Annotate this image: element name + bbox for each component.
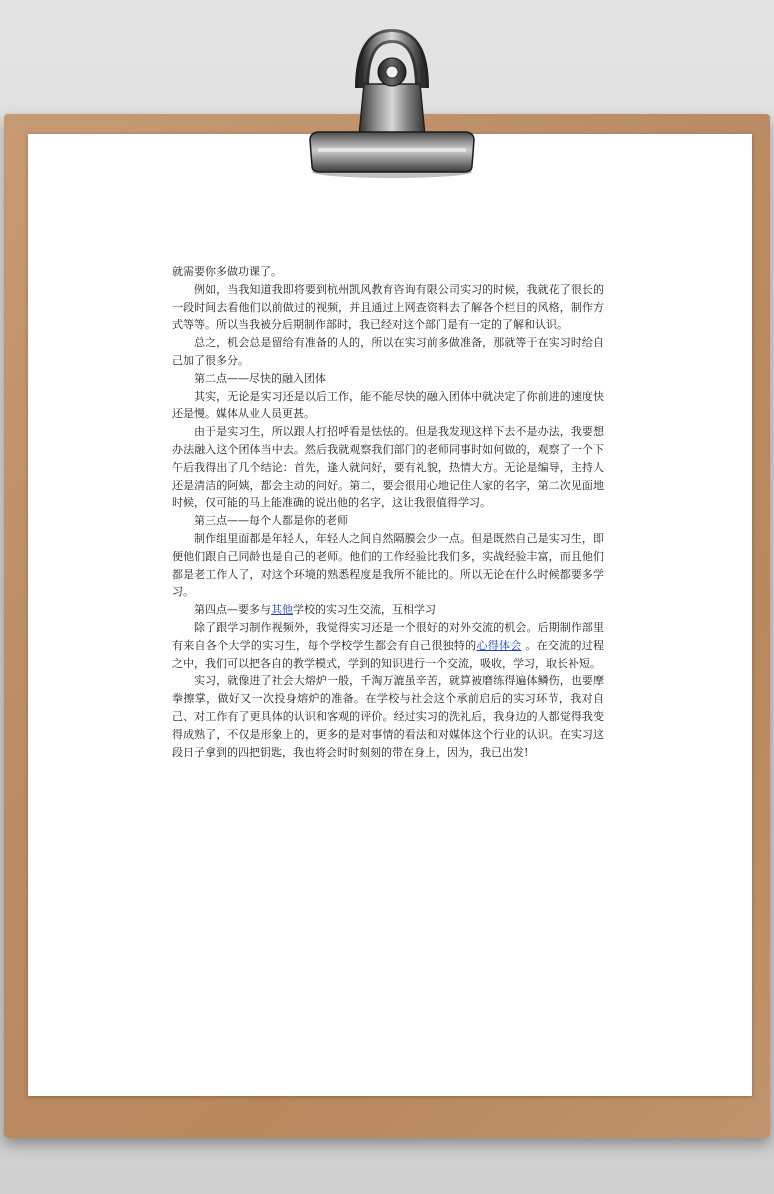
document-body	[172, 263, 604, 761]
link-experience[interactable]: 心得体会	[476, 638, 522, 652]
paragraph-team-greeting: 由于是实习生，所以跟人打招呼看是怯怯的。但是我发现这样下去不是办法，我要想办法融入这个团体当中去。然后我就观察我们部门的老师同事时如何做的，观察了一个下午后我得出了几个结论：首先，逢人就问好，要有礼貌，热情大方。无论是编导，主持人还是清洁的阿姨，都会主动的问好。第二，要会很用心地记住人家的名字，第二次见面地时候，仅可能的马上能准确的说出他的名字，这让我很值得学习。	[172, 425, 604, 510]
exchange-text-before-link: 除了跟学习制作视频外，我觉得实习还是一个很好的对外交流的机会。后期制作部里有来自各个大学的实习生，每个学校学生都会有自己很独特的	[172, 620, 604, 652]
binder-clip-icon	[306, 28, 478, 178]
link-other[interactable]: 其他	[271, 603, 293, 617]
paragraph-exchange	[172, 619, 604, 672]
exchange-text-after-link: 。在交流的过程之中，我们可以把各自的教学模式，学到的知识进行一个交流，吸收，学习，取长补短。	[172, 638, 605, 670]
heading-text-after-link: 学校的实习生交流，互相学习	[293, 603, 436, 617]
paragraph-example: 例如，当我知道我即将要到杭州凯风教育咨询有限公司实习的时候，我就花了很长的一段时间去看他们以前做过的视频，并且通过上网查资料去了解各个栏目的风格，制作方式等等。所以当我被分后期制作部时，我已经对这个部门是有一定的了解和认识。	[172, 282, 604, 332]
paragraph-intro: 就需要你多做功课了。	[172, 265, 282, 278]
paragraph-conclusion: 实习，就像进了社会大熔炉一般，千淘万漉虽辛苦，就算被磨练得遍体鳞伤，也要摩拳擦掌，做好又一次投身熔炉的准备。在学校与社会这个承前启后的实习环节，我对自己、对工作有了更具体的认识和客观的评价。经过实习的洗礼后，我身边的人都觉得我变得成熟了，不仅是形象上的，更多的是对事情的看法和对媒体这个行业的认识。在实习这段日子拿到的四把钥匙，我也将会时时刻刻的带在身上，因为，我已出发!	[172, 674, 604, 759]
paragraph-team-speed: 其实，无论是实习还是以后工作，能不能尽快的融入团体中就决定了你前进的速度快还是慢。媒体从业人员更甚。	[172, 389, 604, 421]
section-heading-point-two: 第二点——尽快的融入团体	[194, 371, 326, 385]
section-heading-point-three: 第三点——每个人都是你的老师	[194, 514, 348, 528]
paragraph-summary: 总之，机会总是留给有准备的人的，所以在实习前多做准备，那就等于在实习时给自己加了很多分。	[172, 336, 604, 367]
section-heading-point-four	[172, 601, 604, 619]
heading-text-before-link: 第四点—要多与	[194, 603, 271, 617]
paragraph-teachers: 制作组里面都是年轻人，年轻人之间自然隔膜会少一点。但是既然自己是实习生，即便他们跟自己同龄也是自己的老师。他们的工作经验比我们多，实战经验丰富，而且他们都是老工作人了，对这个环境的熟悉程度是我所不能比的。所以无论在什么时候都要多学习。	[172, 531, 604, 599]
